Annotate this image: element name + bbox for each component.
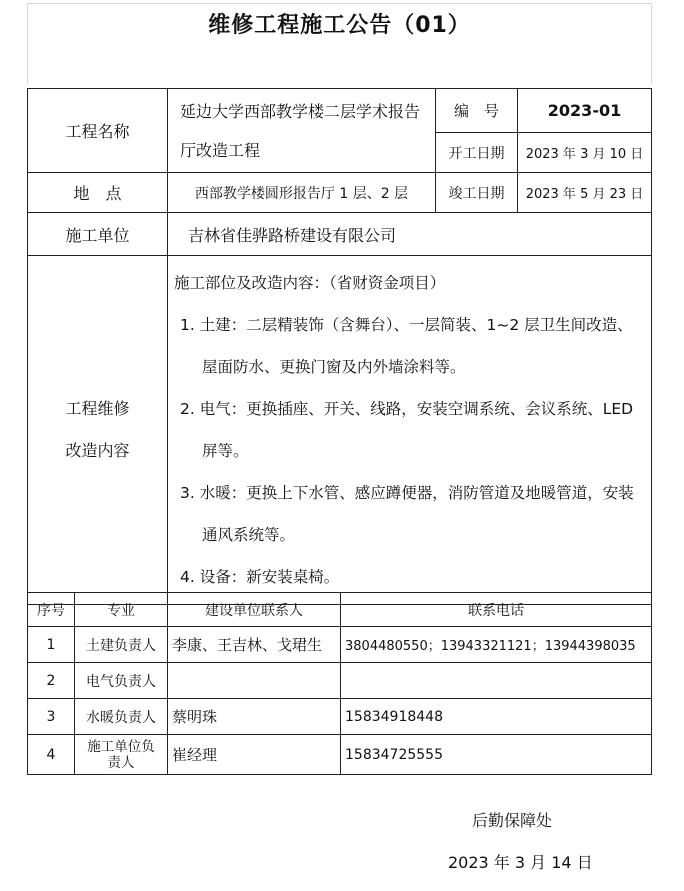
- page-title: 维修工程施工公告（01）: [208, 13, 471, 38]
- row-person: [168, 663, 341, 699]
- row-phone: 15834725555: [341, 735, 652, 775]
- contractor-value: 吉林省佳骅路桥建设有限公司: [168, 213, 652, 256]
- table-row: [28, 627, 652, 663]
- content-item-3: 3. 水暖：更换上下水管、感应蹲便器，消防管道及地暖管道，安装通风系统等。: [180, 484, 634, 544]
- table-header-row: [28, 593, 652, 627]
- number-value: 2023-01: [518, 89, 652, 133]
- table-row: [28, 663, 652, 699]
- row-role: 电气负责人: [75, 663, 168, 699]
- footer-org: 后勤保障处: [472, 811, 553, 830]
- content-item-4: 4. 设备：新安装桌椅。: [180, 568, 340, 586]
- row-role: 土建负责人: [75, 627, 168, 663]
- content-label: [28, 256, 168, 605]
- project-info-table: [27, 88, 652, 605]
- location-value: 西部教学楼圆形报告厅 1 层、2 层: [168, 173, 436, 213]
- row-no: 2: [28, 663, 75, 699]
- contractor-label: 施工单位: [28, 213, 168, 256]
- header-no: 序号: [28, 593, 75, 627]
- content-item-2: 2. 电气：更换插座、开关、线路，安装空调系统、会议系统、LED 屏等。: [180, 400, 634, 460]
- number-label: 编 号: [436, 89, 518, 133]
- row-person: 李康、王吉林、戈珺生: [168, 627, 341, 663]
- table-row: [28, 699, 652, 735]
- start-date-value: 2023 年 3 月 10 日: [518, 133, 652, 173]
- header-person: 建设单位联系人: [168, 593, 341, 627]
- location-label: 地 点: [28, 173, 168, 213]
- row-role: 施工单位负责人: [75, 735, 168, 775]
- header-phone: 联系电话: [341, 593, 652, 627]
- header-role: 专业: [75, 593, 168, 627]
- row-role: 水暖负责人: [75, 699, 168, 735]
- row-person: 蔡明珠: [168, 699, 341, 735]
- start-date-label: 开工日期: [436, 133, 518, 173]
- content-intro: 施工部位及改造内容：（省财资金项目）: [174, 274, 446, 292]
- content-label-line1: 工程维修: [65, 399, 130, 418]
- row-person: 崔经理: [168, 735, 341, 775]
- footer-date: 2023 年 3 月 14 日: [448, 853, 593, 872]
- row-phone: 15834918448: [341, 699, 652, 735]
- content-item-1: 1. 土建：二层精装饰（含舞台）、一层简装、1~2 层卫生间改造、屋面防水、更换门窗及内外墙涂料等。: [180, 316, 633, 376]
- finish-date-value: 2023 年 5 月 23 日: [518, 173, 652, 213]
- row-phone: [341, 663, 652, 699]
- row-phone: 3804480550；13943321121；13944398035: [341, 627, 652, 663]
- row-no: 3: [28, 699, 75, 735]
- table-row: [28, 735, 652, 775]
- row-no: 4: [28, 735, 75, 775]
- content-label-line2: 改造内容: [65, 441, 130, 460]
- contacts-table: [27, 592, 652, 775]
- content-body: [168, 256, 652, 605]
- finish-date-label: 竣工日期: [436, 173, 518, 213]
- row-no: 1: [28, 627, 75, 663]
- project-name-label: 工程名称: [28, 89, 168, 173]
- project-name-value: 延边大学西部教学楼二层学术报告厅改造工程: [168, 89, 436, 173]
